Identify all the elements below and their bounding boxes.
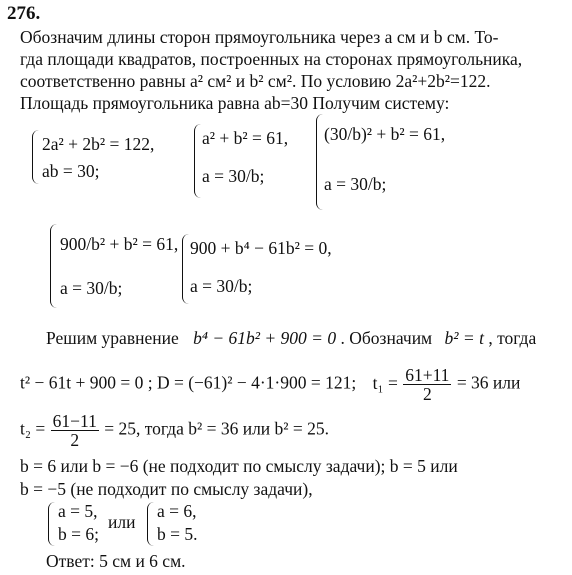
t2-denominator: 2	[70, 430, 80, 450]
t1-lhs: t₁ =	[372, 372, 398, 393]
brace	[50, 224, 57, 308]
brace	[316, 114, 323, 210]
solve-line-3	[20, 412, 329, 449]
solve-text-b: . Обозначим	[340, 328, 433, 348]
system-4	[58, 222, 188, 310]
text-line-3: соответственно равны a² см² и b² см². По условию 2a²+2b²=122.	[20, 71, 491, 91]
t2-numerator: 61−11	[52, 411, 97, 431]
discriminant-line: t² − 61t + 900 = 0 ; D = (−61)² − 4·1·900 = 121;	[20, 372, 357, 393]
t1-denominator: 2	[422, 384, 432, 404]
system-2-eq-2: a = 30/b;	[202, 166, 265, 186]
brace	[182, 234, 189, 304]
solve-line-4: b = 6 или b = −6 (не подходит по смыслу задачи); b = 5 или	[20, 456, 458, 476]
final-b-eq-2: b = 5.	[157, 524, 198, 544]
system-4-eq-1: 900/b² + b² = 61,	[60, 234, 179, 254]
solve-line-5: b = −5 (не подходит по смыслу задачи),	[20, 479, 313, 499]
solve-equation: b⁴ − 61b² + 900 = 0	[193, 328, 337, 348]
problem-number: 276.	[7, 3, 41, 24]
solve-line-2	[20, 366, 520, 403]
system-2	[200, 122, 320, 202]
system-4-eq-2: a = 30/b;	[60, 278, 123, 298]
substitution: b² = t	[444, 328, 484, 348]
solve-line-1	[46, 328, 536, 349]
answer: Ответ: 5 см и 6 см.	[46, 551, 186, 571]
t2-fraction	[51, 412, 99, 449]
t2-rhs: = 25, тогда b² = 36 или b² = 25.	[104, 418, 330, 439]
brace	[147, 502, 154, 546]
solve-text-a: Решим уравнение	[46, 328, 179, 348]
system-3-eq-1: (30/b)² + b² = 61,	[324, 124, 446, 144]
final-system-b	[155, 500, 225, 548]
system-3	[322, 112, 482, 212]
system-5-eq-1: 900 + b⁴ − 61b² = 0,	[190, 238, 332, 258]
system-5-eq-2: a = 30/b;	[190, 276, 253, 296]
t1-numerator: 61+11	[405, 365, 450, 385]
system-3-eq-2: a = 30/b;	[324, 174, 387, 194]
t1-fraction	[403, 366, 451, 403]
brace	[32, 130, 39, 184]
text-line-4: Площадь прямоугольника равна ab=30 Получим систему:	[20, 93, 450, 113]
text-line-1: Обозначим длины сторон прямоугольника через a см и b см. То-	[20, 27, 499, 47]
final-or: или	[108, 512, 136, 532]
system-1-eq-1: 2a² + 2b² = 122,	[42, 134, 155, 154]
text-line-2: гда площади квадратов, построенных на сторонах прямоугольника,	[20, 49, 523, 69]
t1-rhs: = 36 или	[456, 372, 521, 393]
t2-lhs: t₂ =	[20, 418, 46, 439]
final-b-eq-1: a = 6,	[157, 501, 197, 521]
system-1	[40, 128, 190, 188]
system-1-eq-2: ab = 30;	[42, 161, 100, 181]
brace	[194, 124, 201, 198]
system-5	[188, 232, 388, 308]
final-a-eq-2: b = 6;	[58, 524, 99, 544]
final-a-eq-1: a = 5,	[58, 501, 98, 521]
system-2-eq-1: a² + b² = 61,	[202, 128, 289, 148]
brace	[48, 502, 55, 546]
solve-text-c: , тогда	[488, 328, 537, 348]
